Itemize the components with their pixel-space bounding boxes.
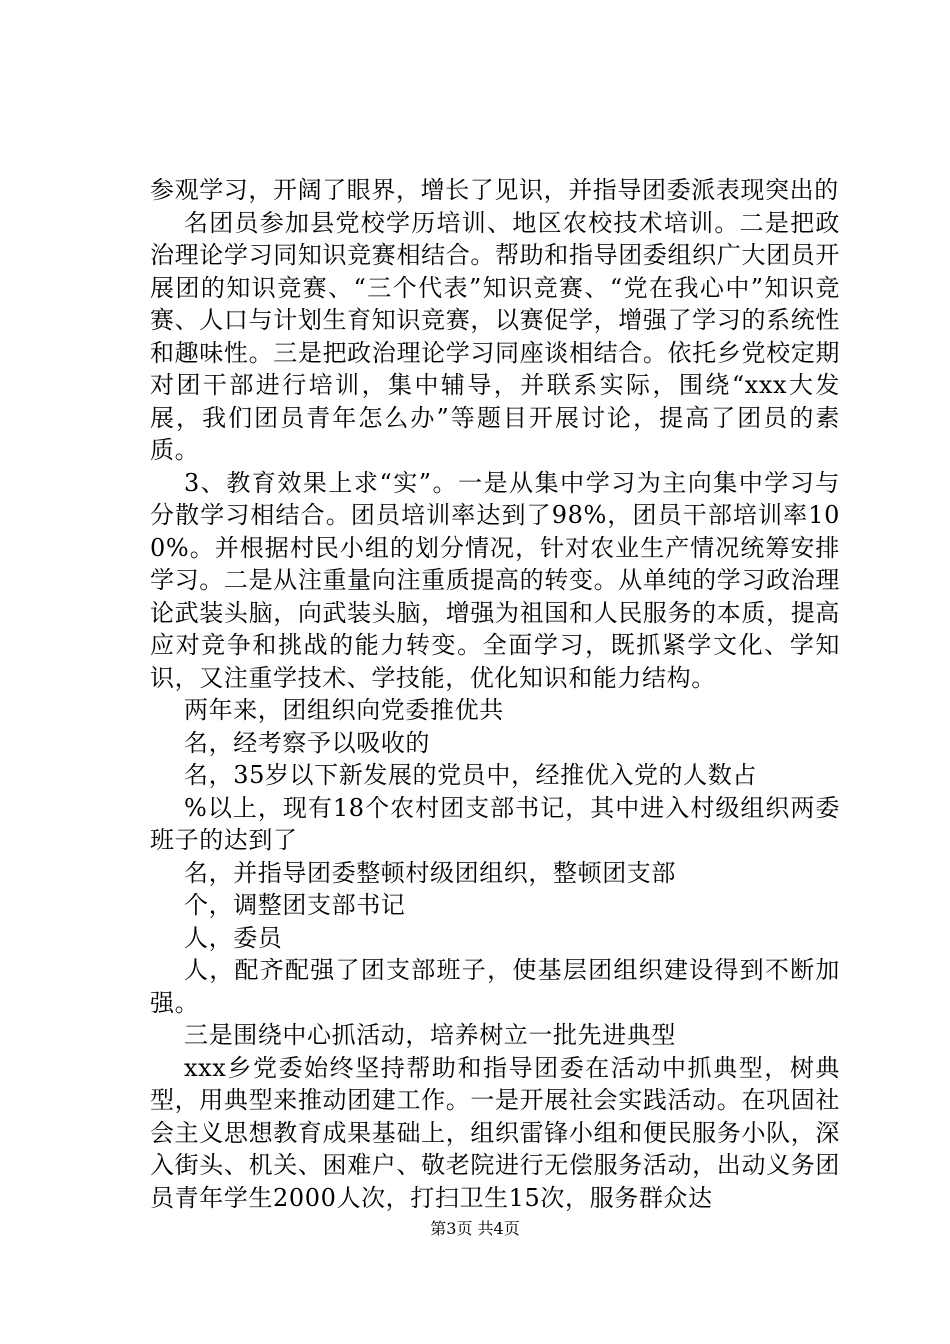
paragraph-4: 两年来，团组织向党委推优共 — [184, 696, 504, 724]
paragraph-13: xxx乡党委始终坚持帮助和指导团委在活动中抓典型，树典型，用典型来推动团建工作。一是开展社会实践活动。在巩固社会主义思想教育成果基础上，组织雷锋小组和便民服务小队，深入街头、机关、困难户、敬老院进行无偿服务活动，出动义务团员青年学生2000人次，打扫卫生15次，服务群众达 — [150, 1053, 840, 1212]
paragraph-8: 名，并指导团委整顿村级团组织，整顿团支部 — [184, 858, 676, 887]
paragraph-2: 名团员参加县党校学历培训、地区农校技术培训。二是把政治理论学习同知识竞赛相结合。帮助和指导团委组织广大团员开展团的知识竞赛、“三个代表”知识竞赛、“党在我心中”知识竞赛、人口与计划生育知识竞赛，以赛促学，增强了学习的系统性和趣味性。三是把政治理论学习同座谈相结合。依托乡党校定期对团干部进行培训，集中辅导，并联系实际，围绕“xxx大发展，我们团员青年怎么办”等题目开展讨论，提高了团员的素质。 — [150, 208, 840, 464]
paragraph-12: 三是围绕中心抓活动，培养树立一批先进典型 — [184, 1021, 676, 1049]
paragraph-6: 名，35岁以下新发展的党员中，经推优入党的人数占 — [184, 761, 757, 789]
paragraph-9: 个，调整团支部书记 — [184, 891, 406, 919]
paragraph-5: 名，经考察予以吸收的 — [184, 728, 430, 757]
paragraph-7: %以上，现有18个农村团支部书记，其中进入村级组织两委班子的达到了 — [150, 793, 840, 854]
paragraph-1: 参观学习，开阔了眼界，增长了见识，并指导团委派表现突出的 — [150, 176, 839, 204]
paragraph-11: 人，配齐配强了团支部班子，使基层团组织建设得到不断加强。 — [150, 956, 840, 1017]
paragraph-10: 人，委员 — [184, 923, 283, 952]
page-footer: 第3页 共4页 — [430, 1219, 520, 1238]
paragraph-3: 3、教育效果上求“实”。一是从集中学习为主向集中学习与分散学习相结合。团员培训率达到了98%，团员干部培训率100%。并根据村民小组的划分情况，针对农业生产情况统筹安排学习。二是从注重量向注重质提高的转变。从单纯的学习政治理论武装头脑，向武装头脑，增强为祖国和人民服务的本质，提高应对竞争和挑战的能力转变。全面学习，既抓紧学文化、学知识，又注重学技术、学技能，优化知识和能力结构。 — [150, 468, 840, 692]
document-body — [150, 174, 840, 1214]
